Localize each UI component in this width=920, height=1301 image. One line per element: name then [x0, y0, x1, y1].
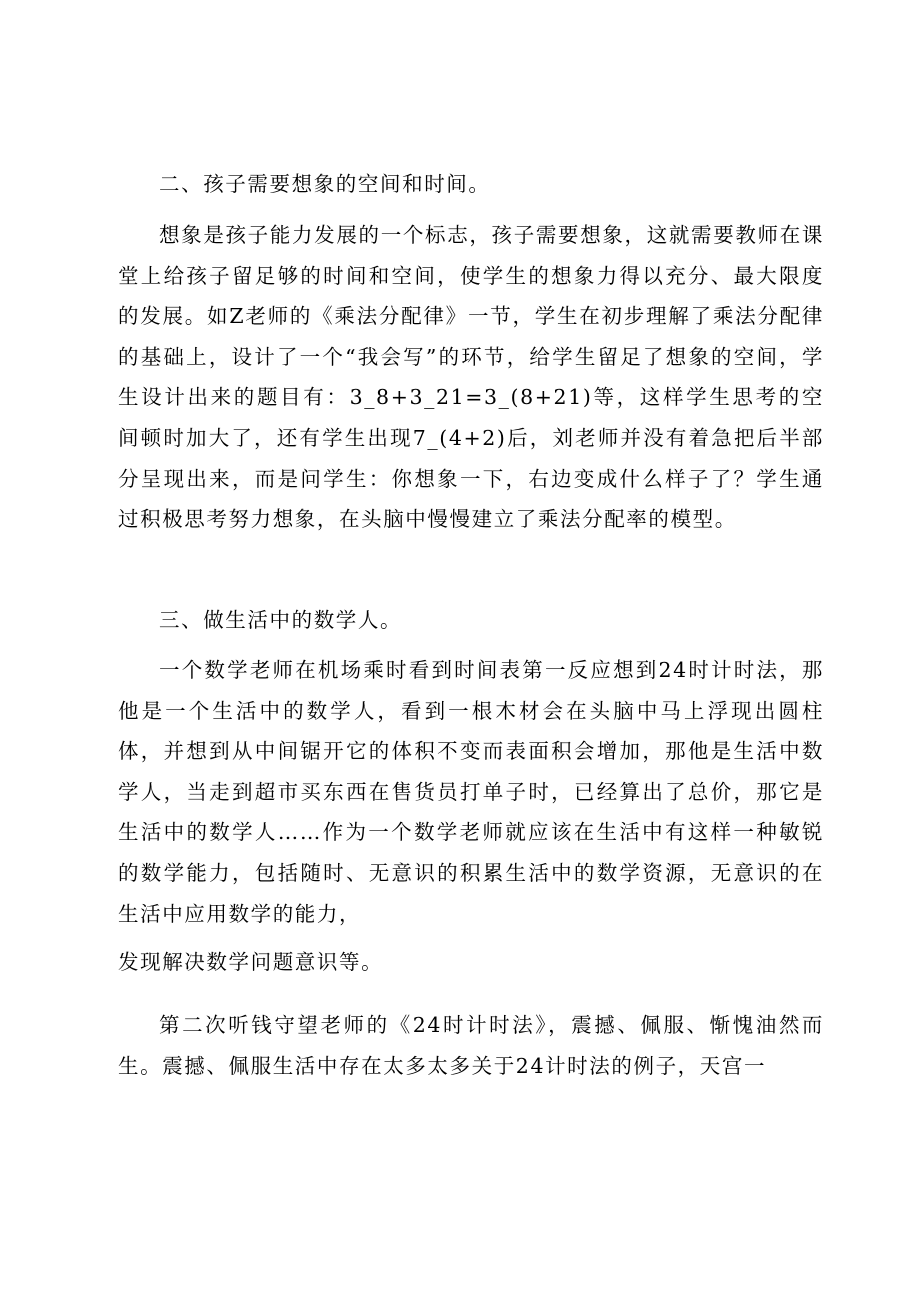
paragraph-24-hour-lesson: 第二次听钱守望老师的《24时计时法》，震撼、佩服、惭愧油然而生。震撼、佩服生活中存在太多太多关于24计时法的例子，天宫一 [118, 1013, 824, 1078]
paragraph-math-in-life-tail: 发现解决数学问题意识等。 [118, 950, 384, 974]
paragraph-math-in-life: 一个数学老师在机场乘时看到时间表第一反应想到24时计时法，那他是一个生活中的数学人，看到一根木材会在头脑中马上浮现出圆柱体，并想到从中间锯开它的体积不变而表面积会增加，那他是生活中数学人，当走到超市买东西在售货员打单子时，已经算出了总价，那它是生活中的数学人……作为一个数学老师就应该在生活中有这样一种敏锐的数学能力，包括随时、无意识的积累生活中的数学资源，无意识的在生活中应用数学的能力， [118, 658, 824, 926]
section-heading-3: 三、做生活中的数学人。 [159, 608, 403, 632]
section-heading-2: 二、孩子需要想象的空间和时间。 [159, 172, 491, 196]
paragraph-imagination: 想象是孩子能力发展的一个标志，孩子需要想象，这就需要教师在课堂上给孩子留足够的时间和空间，使学生的想象力得以充分、最大限度的发展。如Z老师的《乘法分配律》一节，学生在初步理解了乘法分配律的基础上，设计了一个“我会写”的环节，给学生留足了想象的空间，学生设计出来的题目有：3_8+3_21=3_(8+21)等，这样学生思考的空间顿时加大了，还有学生出现7_(4+2)后，刘老师并没有着急把后半部分呈现出来，而是问学生：你想象一下，右边变成什么样子了？学生通过积极思考努力想象，在头脑中慢慢建立了乘法分配率的模型。 [118, 223, 824, 532]
